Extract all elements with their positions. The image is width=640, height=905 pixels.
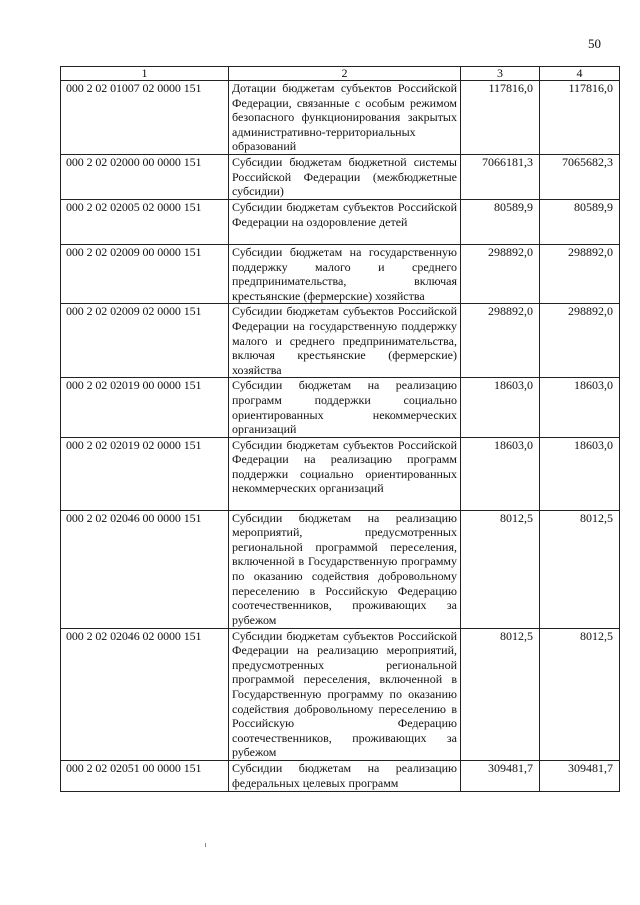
table-row xyxy=(61,437,620,510)
amount-col3: 309481,7 xyxy=(461,761,540,792)
budget-code: 000 2 02 02019 00 0000 151 xyxy=(61,378,229,437)
column-header: 1 xyxy=(61,67,229,81)
table-row xyxy=(61,81,620,155)
amount-col3: 18603,0 xyxy=(461,437,540,510)
table-row xyxy=(61,199,620,244)
amount-col3: 7066181,3 xyxy=(461,154,540,199)
column-header: 3 xyxy=(461,67,540,81)
amount-col3: 8012,5 xyxy=(461,510,540,628)
table-row xyxy=(61,154,620,199)
item-description: Субсидии бюджетам субъектов Российской Федерации на государственную поддержку малого и среднего предпринимательства, включая крестьянские (фермерские) хозяйства xyxy=(229,304,461,378)
amount-col4: 80589,9 xyxy=(540,199,620,244)
budget-code: 000 2 02 02046 00 0000 151 xyxy=(61,510,229,628)
amount-col4: 18603,0 xyxy=(540,378,620,437)
table-header-row xyxy=(61,67,620,81)
budget-code: 000 2 02 02005 02 0000 151 xyxy=(61,199,229,244)
amount-col3: 298892,0 xyxy=(461,304,540,378)
amount-col4: 298892,0 xyxy=(540,304,620,378)
table-row xyxy=(61,304,620,378)
amount-col3: 8012,5 xyxy=(461,628,540,760)
budget-table xyxy=(60,66,620,792)
budget-code: 000 2 02 02046 02 0000 151 xyxy=(61,628,229,760)
item-description: Субсидии бюджетам на реализацию федеральных целевых программ xyxy=(229,761,461,792)
table-row xyxy=(61,244,620,303)
item-description: Субсидии бюджетам бюджетной системы Российской Федерации (межбюджетные субсидии) xyxy=(229,154,461,199)
amount-col4: 117816,0 xyxy=(540,81,620,155)
amount-col3: 298892,0 xyxy=(461,244,540,303)
table-row xyxy=(61,628,620,760)
amount-col4: 298892,0 xyxy=(540,244,620,303)
table-row xyxy=(61,510,620,628)
amount-col4: 8012,5 xyxy=(540,628,620,760)
item-description: Субсидии бюджетам на реализацию мероприятий, предусмотренных региональной программой переселения, включенной в Государственную программу по оказанию содействия добровольному переселению в Российскую Федерацию соотечественников, проживающих за рубежом xyxy=(229,510,461,628)
budget-code: 000 2 02 02000 00 0000 151 xyxy=(61,154,229,199)
amount-col3: 80589,9 xyxy=(461,199,540,244)
item-description: Субсидии бюджетам субъектов Российской Федерации на реализацию программ поддержки социально ориентированных некоммерческих организаций xyxy=(229,437,461,510)
item-description: Дотации бюджетам субъектов Российской Федерации, связанные с особым режимом безопасного функционирования закрытых административно-территориальных образований xyxy=(229,81,461,155)
table-row xyxy=(61,378,620,437)
item-description: Субсидии бюджетам на реализацию программ поддержки социально ориентированных некоммерческих организаций xyxy=(229,378,461,437)
amount-col4: 8012,5 xyxy=(540,510,620,628)
amount-col4: 7065682,3 xyxy=(540,154,620,199)
budget-code: 000 2 02 02019 02 0000 151 xyxy=(61,437,229,510)
budget-code: 000 2 02 01007 02 0000 151 xyxy=(61,81,229,155)
budget-code: 000 2 02 02009 02 0000 151 xyxy=(61,304,229,378)
item-description: Субсидии бюджетам субъектов Российской Федерации на реализацию мероприятий, предусмотренных региональной программой переселения, включенной в Государственную программу по оказанию содействия добровольному переселению в Российскую Федерацию соотечественников, проживающих за рубежом xyxy=(229,628,461,760)
page-number: 50 xyxy=(588,36,601,51)
budget-code: 000 2 02 02051 00 0000 151 xyxy=(61,761,229,792)
table-row xyxy=(61,761,620,792)
column-header: 4 xyxy=(540,67,620,81)
scan-mark xyxy=(205,843,206,847)
amount-col4: 309481,7 xyxy=(540,761,620,792)
amount-col3: 18603,0 xyxy=(461,378,540,437)
budget-code: 000 2 02 02009 00 0000 151 xyxy=(61,244,229,303)
item-description: Субсидии бюджетам на государственную поддержку малого и среднего предпринимательства, включая крестьянские (фермерские) хозяйства xyxy=(229,244,461,303)
item-description: Субсидии бюджетам субъектов Российской Федерации на оздоровление детей xyxy=(229,199,461,244)
amount-col4: 18603,0 xyxy=(540,437,620,510)
amount-col3: 117816,0 xyxy=(461,81,540,155)
column-header: 2 xyxy=(229,67,461,81)
